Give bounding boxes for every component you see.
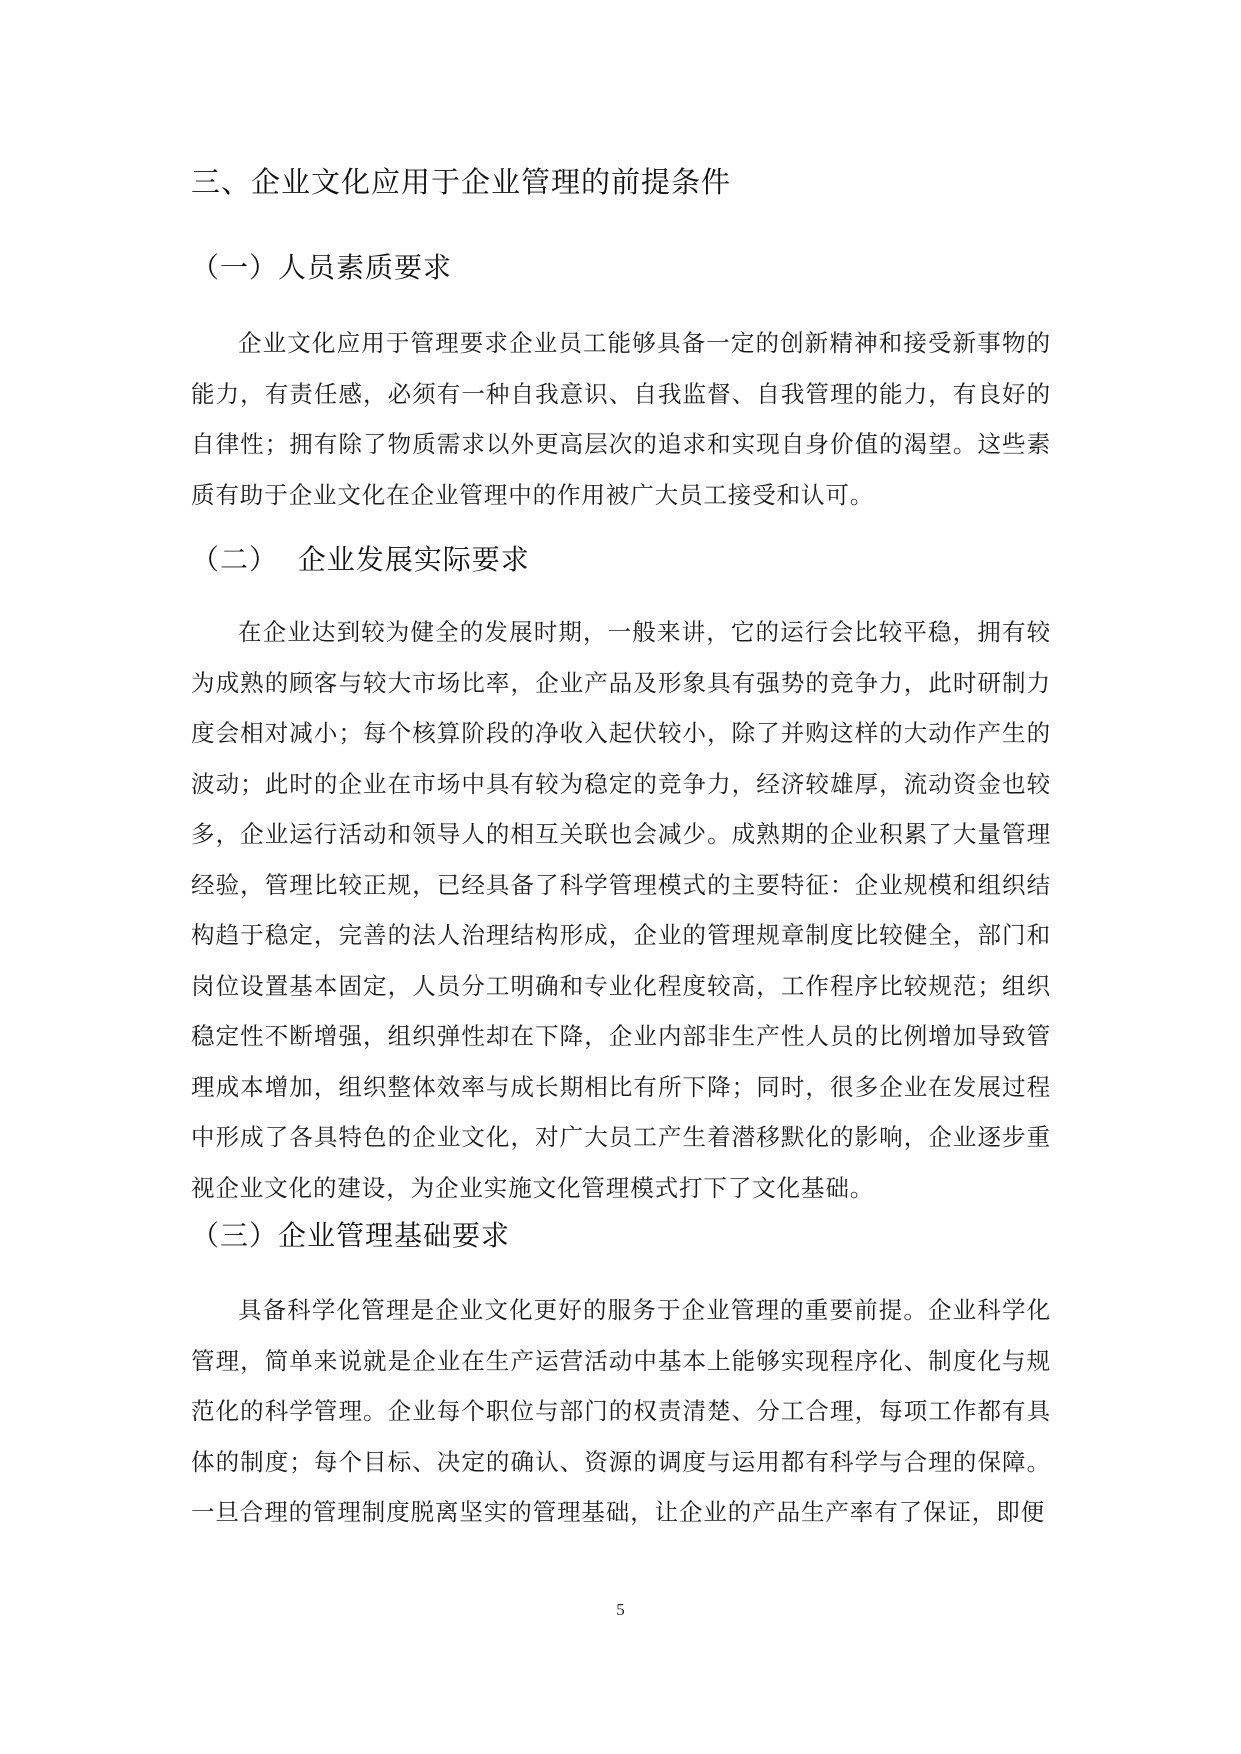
page-number: 5 [616, 1600, 625, 1619]
subsection-heading-3: （三）企业管理基础要求 [191, 1219, 511, 1252]
subsection-heading-1: （一）人员素质要求 [191, 251, 453, 284]
section-heading: 三、企业文化应用于企业管理的前提条件 [191, 165, 732, 199]
paragraph-3: 具备科学化管理是企业文化更好的服务于企业管理的重要前提。企业科学化管理，简单来说就是企业在生产运营活动中基本上能够实现程序化、制度化与规范化的科学管理。企业每个职位与部门的权责清楚、分工合理，每项工作都有具体的制度；每个目标、决定的确认、资源的调度与运用都有科学与合理的保障。一旦合理的管理制度脱离坚实的管理基础，让企业的产品生产率有了保证，即便 [191, 1296, 1051, 1526]
paragraph-1: 企业文化应用于管理要求企业员工能够具备一定的创新精神和接受新事物的能力，有责任感，必须有一种自我意识、自我监督、自我管理的能力，有良好的自律性；拥有除了物质需求以外更高层次的追求和实现自身价值的渴望。这些素质有助于企业文化在企业管理中的作用被广大员工接受和认可。 [191, 329, 1051, 509]
paragraph-2: 在企业达到较为健全的发展时期，一般来讲，它的运行会比较平稳，拥有较为成熟的顾客与较大市场比率，企业产品及形象具有强势的竞争力，此时研制力度会相对减小；每个核算阶段的净收入起伏较小，除了并购这样的大动作产生的波动；此时的企业在市场中具有较为稳定的竞争力，经济较雄厚，流动资金也较多，企业运行活动和领导人的相互关联也会减少。成熟期的企业积累了大量管理经验，管理比较正规，已经具备了科学管理模式的主要特征：企业规模和组织结构趋于稳定，完善的法人治理结构形成，企业的管理规章制度比较健全，部门和岗位设置基本固定，人员分工明确和专业化程度较高，工作程序比较规范；组织稳定性不断增强，组织弹性却在下降，企业内部非生产性人员的比例增加导致管理成本增加，组织整体效率与成长期相比有所下降；同时，很多企业在发展过程中形成了各具特色的企业文化，对广大员工产生着潜移默化的影响，企业逐步重视企业文化的建设，为企业实施文化管理模式打下了文化基础。 [191, 618, 1051, 1202]
subsection-heading-2: （二） 企业发展实际要求 [191, 543, 530, 576]
